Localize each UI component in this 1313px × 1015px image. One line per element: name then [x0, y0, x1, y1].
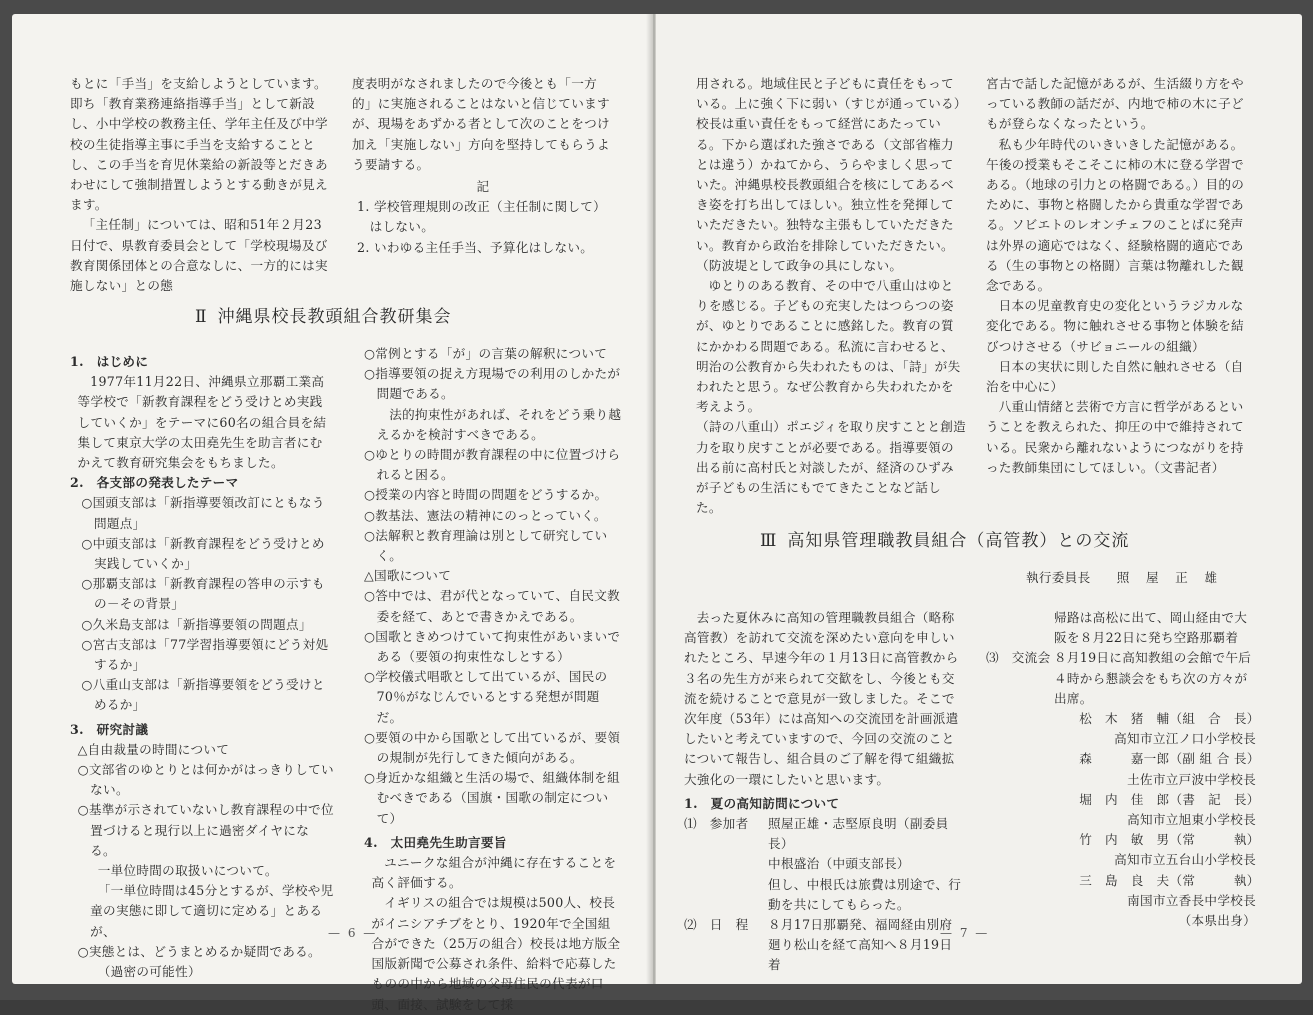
attendee-school: 南国市立香長中学校長	[1127, 892, 1256, 908]
attendee-school: 高知市立五台山小学校長	[1114, 852, 1256, 868]
right-col1	[684, 608, 962, 976]
paragraph: 度表明がなされましたので今後とも「一方的」に実施されることはないと信じていますが、現場をあずかる者として次のことをつけ加え「実施しない」方向を堅持してもらうよう要請する。	[352, 76, 610, 172]
paragraph: 私も少年時代のいきいきした記憶がある。午後の授業もそこそこに柿の木に登る学習である。（地球の引力との格闘である。）目的のために、事物と格闘したから貴重な学習である。ソビエトのレオンチェフのことばに発声は外界の適応ではなく、経験格闘的適応である（生の事物との格闘）言葉は物離れした観念である。	[986, 136, 1245, 294]
list-item: △自由裁量の時間について	[77, 741, 230, 757]
attendee-name: 堀 内 佳 郎（書 記 長）	[1079, 791, 1260, 807]
list-item: ○要領の中から国歌として出ているが、要領の規制が先行してきた傾向がある。	[364, 729, 621, 766]
paragraph: 日本の児童教育史の変化というラジカルな変化である。物に触れさせる事物と体験を結びつけさせる（サビョニールの組織）	[986, 298, 1244, 354]
ki-item: 1. 学校管理規則の改正（主任制に関して）はしない。	[357, 199, 607, 235]
list-item: ○法解釈と教育理論は別として研究していく。	[364, 527, 608, 564]
ki-heading: 記	[476, 179, 490, 195]
paragraph: もとに「手当」を支給しようとしています。即ち「教育業務連絡指導手当」として新設し、小中学校の教務主任、学年主任及び中学校の生徒指導主事に手当を支給することとし、この手当を育児休業給の新設等とだきあわせにして強制措置しようとする動きが見えます。	[70, 76, 328, 213]
paragraph: 但し、中根氏は旅費は別途で、行動を共にしてもらった。	[768, 876, 962, 912]
paragraph: 1977年11月22日、沖縄県立那覇工業高等学校で「新教育課程をどう受けとめ実践していくか」をテーマに60名の組合員を結集して東京大学の太田堯先生を助言者にむかえて教育研究集会をもちました。	[77, 374, 327, 471]
paragraph: 法的拘束性があれば、それをどう乗り越えるかを検討すべきである。	[376, 406, 622, 442]
list-item: ○常例とする「が」の言葉の解釈について	[364, 346, 608, 361]
list-item: ○学校儀式唱歌として出ているが、国民の70％がなじんでいるとする発想が問題だ。	[364, 669, 608, 725]
list-item: ○実態とは、どうまとめるか疑問である。	[77, 943, 321, 959]
page-number: — 6 —	[328, 926, 378, 940]
left-top-col1	[70, 74, 334, 296]
section-3-title: Ⅲ 高知県管理職教員組合（高管教）との交流	[760, 531, 1130, 551]
list-item: ○八重山支部は「新指導要領をどう受けとめるか」	[81, 677, 325, 713]
list-item: ○ゆとりの時間が教育課程の中に位置づけられると困る。	[364, 447, 621, 483]
right-top-col2	[986, 74, 1254, 478]
paragraph: イギリスの組合では規模は500人、校長がイニシアチブをとり、1920年で全国組合ができた（25万の組合）校長は地方版全国版新聞で公募され条件、給料で応募したものの中から地域の父母住民の代表が口頭、面接、試験をして採	[371, 895, 621, 1012]
attendee-name: 森 嘉一郎（副 組 合 長）	[1079, 751, 1260, 767]
heading: 4. 太田堯先生助言要旨	[364, 834, 507, 850]
list-item: ○中頭支部は「新教育課程をどう受けとめ実践していくか」	[81, 535, 325, 572]
left-col2	[364, 344, 622, 1015]
attendee-school: 高知市立江ノ口小学校長	[1114, 731, 1256, 747]
exchange-row: ⑶ 交流会 ８月19日に高知教組の会館で午后４時から懇談会をもち次の方々が出席。	[986, 650, 1252, 706]
left-page	[12, 14, 652, 1012]
list-item: ○文部省のゆとりとは何かがはっきりしていない。	[77, 762, 334, 798]
list-item: ○国歌ときめつけていて拘束性があいまいである（要領の拘束性なしとする）	[364, 628, 621, 665]
paragraph: 八重山情緒と芸術で方言に哲学があるということを教えられた、抑圧の中で維持されている。民衆から離れないようにつながりを持った教師集団にしてほしい。（文書記者）	[986, 399, 1244, 475]
list-item: △国歌について	[364, 568, 452, 584]
attendee-name: 三 島 良 夫（常 執）	[1079, 872, 1260, 888]
paragraph: 宮古で話した記憶があるが、生活綴り方をやっている教師の話だが、内地で柿の木に子どもが登らなくなったという。	[986, 76, 1244, 132]
paragraph: 「一単位時間は45分とするが、学校や児童の実態に即して適切に定める」とあるが、	[90, 883, 334, 939]
schedule-row: ⑵ 日 程 ８月17日那覇発、福岡経由別府廻り松山を経て高知へ８月19日着	[684, 917, 953, 973]
attendee-school: 土佐市立戸波中学校長	[1127, 771, 1256, 787]
list-item: ○授業の内容と時間の問題をどうするか。	[364, 487, 608, 503]
heading: 1. はじめに	[70, 354, 149, 369]
heading: 1. 夏の高知訪問について	[684, 795, 840, 811]
paragraph: （過密の可能性）	[97, 964, 201, 980]
list-item: ○那覇支部は「新教育課程の答申の示すもの－その背景」	[81, 576, 325, 612]
heading: 2. 各支部の発表したテーマ	[70, 475, 239, 491]
paragraph: ゆとりのある教育、その中で八重山はゆとりを感じる。子どもの充実したはつらつの姿が、ゆとりであることに感銘した。教育の質にかかわる問題である。私流に言わせると、明治の公教育から失われたものは、「詩」が失われたと思う。なぜ公教育から失われたかを考えよう。	[696, 278, 961, 415]
paragraph: ユニークな組合が沖縄に存在することを高く評価する。	[371, 855, 617, 891]
right-page	[656, 14, 1302, 984]
list-item: ○指導要領の捉え方現場での利用のしかたが問題である。	[364, 366, 621, 402]
paragraph: 帰路は高松に出て、岡山経由で大阪を８月22日に発ち空路那覇着	[1054, 610, 1248, 646]
paragraph: 用される。地域住民と子どもに責任をもっている。上に強く下に弱い（すじが通っている）校長は重い責任をもって経営にあたっている。下から選ばれた強さである（文部省権力とは違う）かねてから、うらやましく思っていた。沖縄県校長教頭組合を核にしてあるべき姿を打ち出してほしい。独立性を発揮していただきたい。独特な主張もしていただきたい。教育から政治を排除していただきたい。（防波堤として政争の具にしない。	[696, 76, 961, 273]
list-item: ○教基法、憲法の精神にのっとっていく。	[364, 507, 607, 523]
left-top-col2	[352, 74, 614, 258]
left-col1	[70, 352, 334, 982]
page-number: — 7 —	[940, 926, 990, 940]
section-2-title: Ⅱ 沖縄県校長教頭組合教研集会	[195, 307, 452, 327]
author-line	[1026, 568, 1219, 588]
list-item: ○久米島支部は「新指導要領の問題点」	[81, 616, 312, 632]
attendee-school: 高知市立旭東小学校長	[1127, 812, 1256, 828]
list-item: ○身近かな組織と生活の場で、組織体制を組むべきである（国旗・国歌の制定について）	[364, 770, 621, 826]
attendee-note: （本県出身）	[1178, 913, 1256, 929]
attendee-name: 竹 内 敏 男（常 執）	[1079, 832, 1260, 848]
right-col2	[986, 608, 1260, 931]
attendee-name: 松 木 猪 輔（組 合 長）	[1079, 711, 1260, 727]
paragraph: （詩の八重山）ポエジィを取り戻すことと創造力を取り戻すことが必要である。指導要領の出る前に高村氏と対談したが、経済のひずみが子どもの生活にもでてきたことなど話した。	[696, 419, 967, 516]
paragraph: 日本の実状に則した自然に触れさせる（自治を中心に）	[986, 358, 1244, 395]
list-item: ○宮古支部は「77学習指導要領にどう対処するか」	[81, 636, 329, 673]
heading: 3. 研究討議	[70, 721, 149, 737]
participants-row: ⑴ 参加者 照屋正雄・志堅原良明（副委員長）	[684, 816, 949, 852]
attendee-list	[986, 709, 1260, 931]
paragraph: 「主任制」については、昭和51年２月23日付で、県教育委員会として「学校現場及び教育関係団体との合意なしに、一方的には実施しない」との態	[70, 217, 328, 294]
right-top-col1	[696, 74, 966, 518]
paragraph: 一単位時間の取扱いについて。	[97, 863, 278, 879]
list-item: ○国頭支部は「新指導要領改訂にともなう問題点」	[81, 495, 325, 531]
ki-item: 2. いわゆる主任手当、予算化はしない。	[357, 239, 594, 255]
list-item: ○基準が示されていないし教育課程の中で位置づけると現行以上に過密ダイヤになる。	[77, 802, 334, 858]
list-item: ○答中では、君が代となっていて、自民文教委を経て、あとで書きかえである。	[364, 588, 621, 624]
author-name: 照 屋 正 雄	[1116, 570, 1219, 585]
paragraph: 中根盛治（中頭支部長）	[768, 856, 910, 872]
author-role: 執行委員長	[1026, 570, 1091, 585]
paragraph: 去った夏休みに高知の管理職教員組合（略称高管教）を訪れて交流を深めたい意向を申しいれたところ、早速今年の１月13日に高管教から３名の先生方が来られて交歓をし、今後とも交流を続けることで意見が一致しました。そこで次年度（53年）には高知への交流団を計画派遣したいと考えていますので、今回の交流のことについて報告し、組合員のご了解を得て組織拡大強化の一環にしたいと思います。	[684, 610, 959, 787]
